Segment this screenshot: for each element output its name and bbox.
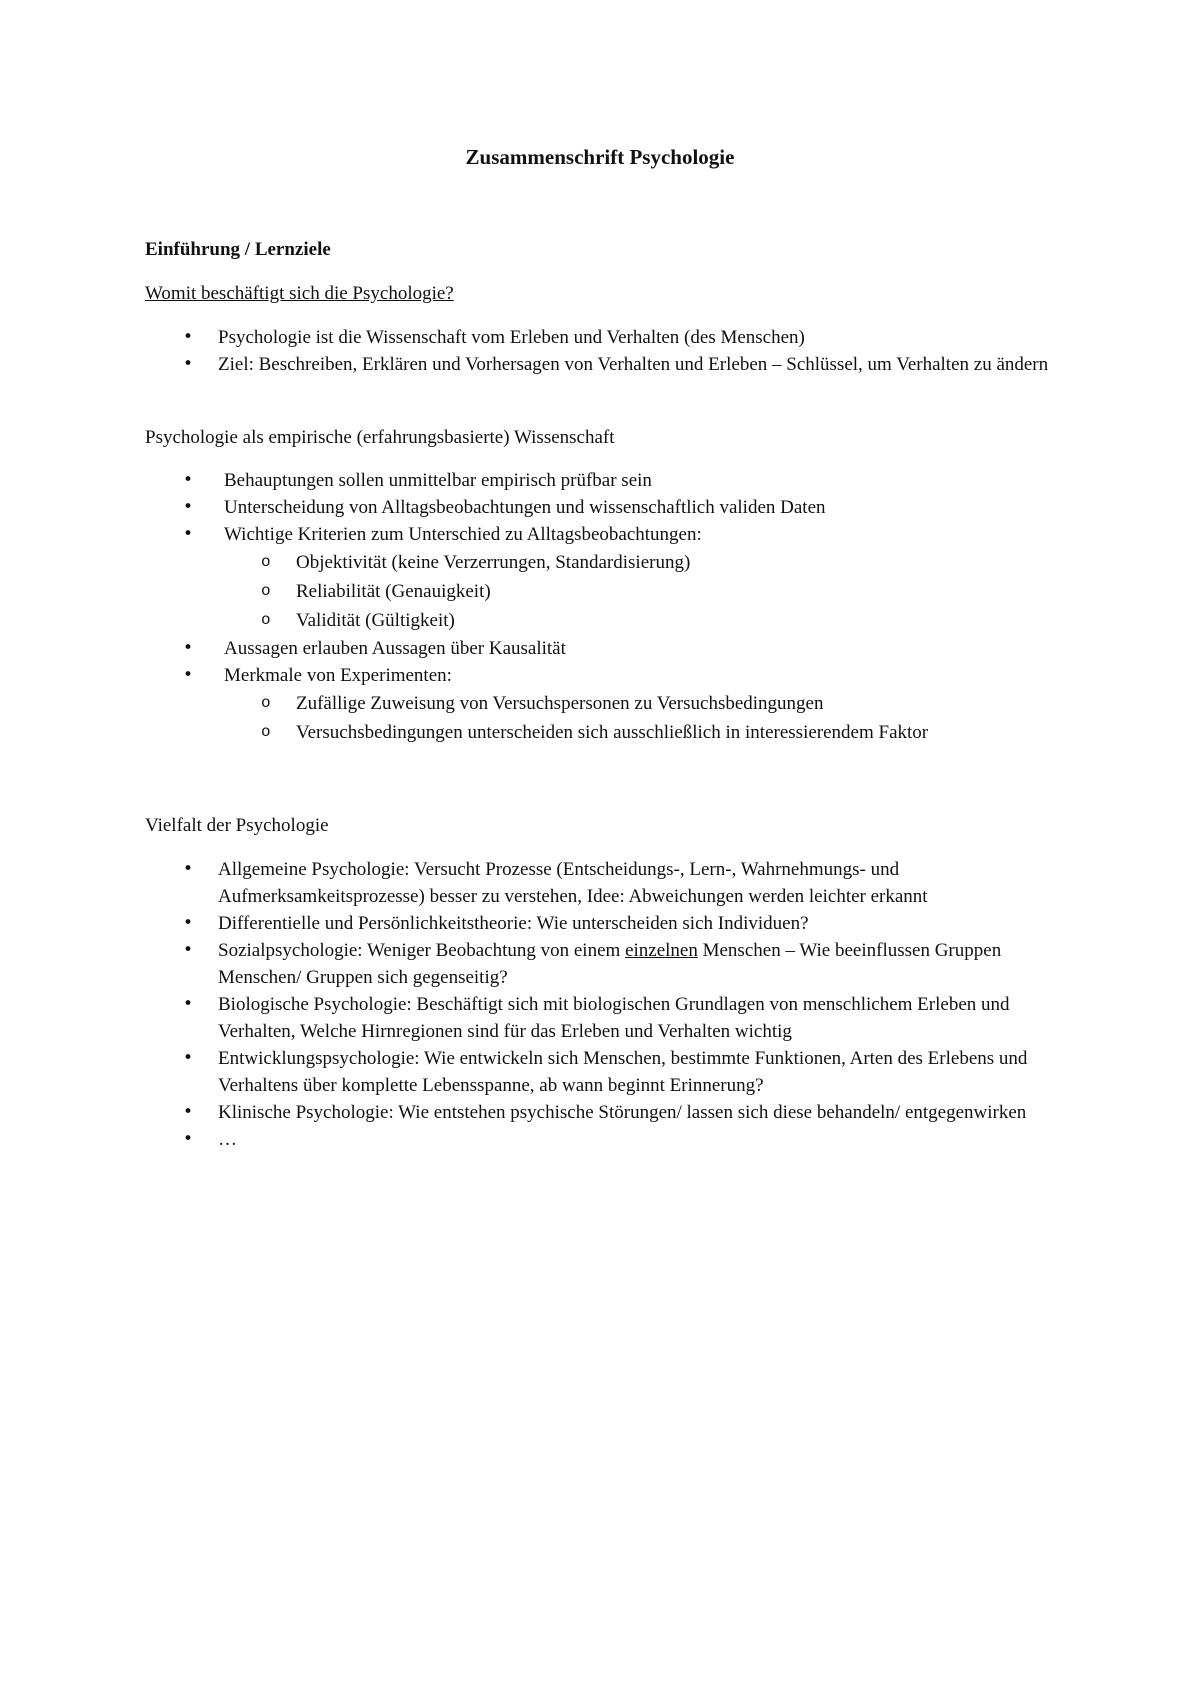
list-item: • Biologische Psychologie: Beschäftigt sich mit biologischen Grundlagen von menschlichem Erleben und Verhalten, Welche Hirnregionen sind für das Erleben und Verhalten wichtig bbox=[0, 991, 1078, 1045]
document-title: Zusammenschrift Psychologie bbox=[465, 145, 735, 169]
sub-list-experiments bbox=[224, 689, 1078, 747]
list-item bbox=[0, 521, 1078, 635]
subheading-empirical: Psychologie als empirische (erfahrungsbasierte) Wissenschaft bbox=[145, 427, 615, 448]
list-item bbox=[0, 937, 1078, 991]
sub-list-item: o Validität (Gültigkeit) bbox=[296, 606, 1078, 635]
list-item-text: Merkmale von Experimenten: bbox=[224, 665, 452, 686]
sub-list-item: o Objektivität (keine Verzerrungen, Standardisierung) bbox=[296, 548, 1078, 577]
list-item-text: Wichtige Kriterien zum Unterschied zu Alltagsbeobachtungen: bbox=[224, 524, 702, 545]
list-item: • Klinische Psychologie: Wie entstehen psychische Störungen/ lassen sich diese behandeln/ entgegenwirken bbox=[0, 1099, 1078, 1126]
list-item: • Behauptungen sollen unmittelbar empirisch prüfbar sein bbox=[0, 467, 1078, 494]
sub-list-criteria bbox=[224, 548, 1078, 635]
list-item-text-after: Menschen – Wie beeinflussen Gruppen Menschen/ Gruppen sich gegenseitig? bbox=[218, 940, 1002, 988]
bullet-list-empirical bbox=[0, 467, 1200, 747]
list-item: • Psychologie ist die Wissenschaft vom Erleben und Verhalten (des Menschen) bbox=[0, 324, 1078, 351]
sub-list-item: o Reliabilität (Genauigkeit) bbox=[296, 577, 1078, 606]
list-item: • Differentielle und Persönlichkeitstheorie: Wie unterscheiden sich Individuen? bbox=[0, 910, 1078, 937]
list-item: • … bbox=[0, 1126, 1078, 1153]
sub-list-item: o Zufällige Zuweisung von Versuchspersonen zu Versuchsbedingungen bbox=[296, 689, 1078, 718]
subheading-question: Womit beschäftigt sich die Psychologie? bbox=[145, 283, 454, 304]
list-item: • Ziel: Beschreiben, Erklären und Vorhersagen von Verhalten und Erleben – Schlüssel, um Verhalten zu ändern bbox=[0, 351, 1078, 378]
emphasized-word: einzelnen bbox=[625, 940, 698, 961]
section-heading-einfuehrung: Einführung / Lernziele bbox=[145, 239, 331, 260]
bullet-list-intro bbox=[0, 324, 1200, 378]
list-item: • Allgemeine Psychologie: Versucht Prozesse (Entscheidungs-, Lern-, Wahrnehmungs- und Aufmerksamkeitsprozesse) besser zu verstehen, Idee: Abweichungen werden leichter erkannt bbox=[0, 856, 1078, 910]
sub-list-item: o Versuchsbedingungen unterscheiden sich ausschließlich in interessierendem Faktor bbox=[296, 718, 1078, 747]
list-item-text-before: Sozialpsychologie: Weniger Beobachtung von einem bbox=[218, 940, 626, 961]
list-item: • Aussagen erlauben Aussagen über Kausalität bbox=[0, 635, 1078, 662]
list-item: • Entwicklungspsychologie: Wie entwickeln sich Menschen, bestimmte Funktionen, Arten des Erlebens und Verhaltens über komplette Lebensspanne, ab wann beginnt Erinnerung? bbox=[0, 1045, 1078, 1099]
list-item: • Unterscheidung von Alltagsbeobachtungen und wissenschaftlich validen Daten bbox=[0, 494, 1078, 521]
bullet-list-vielfalt bbox=[0, 856, 1200, 1153]
list-item bbox=[0, 662, 1078, 747]
subheading-vielfalt: Vielfalt der Psychologie bbox=[145, 815, 329, 836]
